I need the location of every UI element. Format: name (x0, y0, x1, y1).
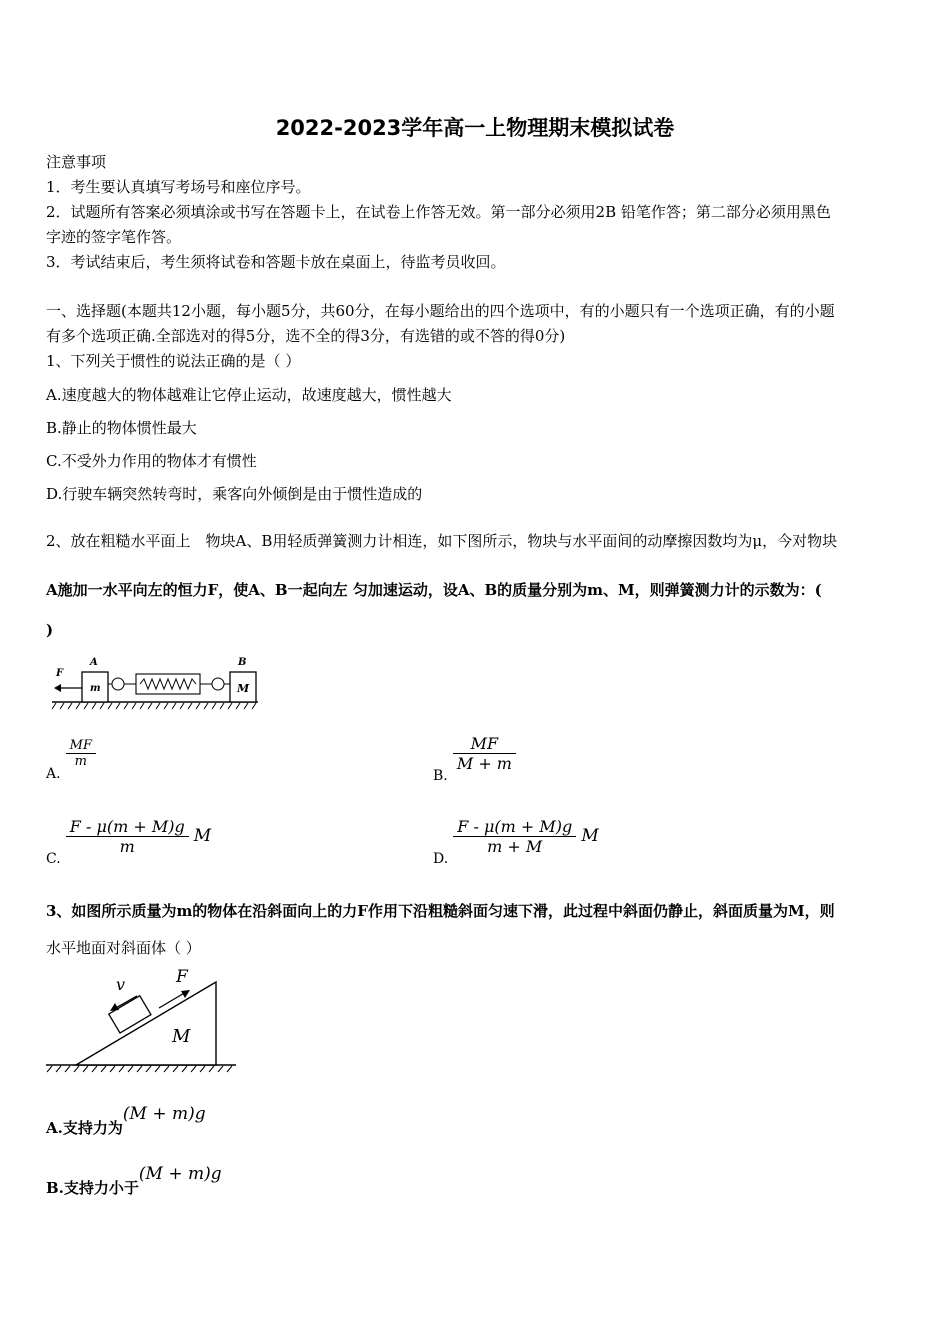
fraction-numerator: MF (66, 738, 96, 754)
q3-option-a (46, 1104, 206, 1138)
q3-option-a-text: A.支持力为 (46, 1119, 123, 1137)
q1-option-b: B.静止的物体惯性最大 (46, 419, 197, 437)
block-a-label: A (90, 657, 98, 668)
q3-stem-1: 3、如图所示质量为m的物体在沿斜面向上的力F作用下沿粗糙斜面匀速下滑，此过程中斜面仍静止，斜面质量为M，则 (46, 902, 835, 920)
q3-figure-incline (44, 962, 244, 1074)
q2-option-d-tail: M (581, 826, 599, 846)
q2-option-c-label: C. (46, 851, 61, 867)
fraction-numerator: F - μ(m + M)g (453, 817, 576, 837)
page-title: 2022-2023学年高一上物理期末模拟试卷 (275, 116, 675, 140)
q3-option-a-math: (M + m)g (122, 1104, 206, 1124)
notice-item-2: 2．试题所有答案必须填涂或书写在答题卡上，在试卷上作答无效。第一部分必须用2B 铅笔作答；第二部分必须用黑色 (46, 203, 831, 221)
fraction-denominator: m (119, 837, 135, 856)
q2-option-c-tail: M (193, 826, 212, 846)
q1-option-d: D.行驶车辆突然转弯时，乘客向外倾倒是由于惯性造成的 (46, 485, 423, 503)
q2-option-d-label: D. (433, 851, 449, 867)
fraction-numerator: F - μ(m + M)g (66, 817, 189, 837)
q1-stem: 1、下列关于惯性的说法正确的是（ ） (46, 352, 301, 370)
fraction-denominator: m (74, 754, 87, 769)
q2-option-c (46, 817, 211, 867)
fraction-denominator: M + m (456, 754, 512, 773)
q2-stem-1: 2、放在粗糙水平面上 物块A、B用轻质弹簧测力计相连，如下图所示，物块与水平面间的动摩擦因数均为μ，今对物块 (46, 532, 838, 550)
block-b-mass: M (237, 682, 250, 695)
wedge-mass-label: M (172, 1026, 191, 1047)
q1-option-c: C.不受外力作用的物体才有惯性 (46, 452, 257, 470)
q2-stem-2: A施加一水平向左的恒力F，使A、B一起向左 匀加速运动，设A、B的质量分别为m、M，则弹簧测力计的示数为：( (46, 581, 822, 599)
q1-option-a: A.速度越大的物体越难让它停止运动，故速度越大，惯性越大 (46, 386, 452, 404)
q2-option-c-fraction (66, 817, 189, 856)
q3-option-b (46, 1164, 222, 1198)
q2-option-a-label: A. (46, 766, 61, 782)
fraction-denominator: m + M (487, 837, 543, 856)
section-instructions-1: 一、选择题(本题共12小题，每小题5分，共60分，在每小题给出的四个选项中，有的小题只有一个选项正确，有的小题 (46, 302, 835, 320)
incline-wedge (76, 982, 216, 1065)
notice-item-3: 3．考试结束后，考生须将试卷和答题卡放在桌面上，待监考员收回。 (46, 253, 506, 271)
q2-option-a (46, 738, 96, 782)
notice-item-2-cont: 字迹的签字笔作答。 (46, 228, 182, 246)
force-label: F (56, 668, 64, 679)
q2-option-d (433, 817, 599, 867)
fraction-numerator: MF (453, 734, 516, 754)
velocity-label: v (116, 975, 126, 994)
q2-option-a-fraction (66, 738, 96, 769)
q2-stem-3: ) (46, 621, 54, 639)
q2-figure-spring-blocks (46, 652, 266, 712)
q2-option-b-label: B. (433, 768, 448, 784)
q3-option-b-text: B.支持力小于 (46, 1179, 139, 1197)
notice-item-1: 1．考生要认真填写考场号和座位序号。 (46, 178, 311, 196)
q3-option-b-math: (M + m)g (138, 1164, 222, 1184)
block-b-label: B (238, 657, 247, 668)
q3-stem-2: 水平地面对斜面体（ ） (46, 939, 201, 957)
notice-heading: 注意事项 (46, 153, 107, 171)
q2-option-d-fraction (453, 817, 576, 856)
force-label: F (176, 967, 188, 987)
q2-option-b (433, 734, 516, 784)
block-a-mass: m (90, 683, 101, 694)
q2-option-b-fraction (453, 734, 516, 773)
section-instructions-2: 有多个选项正确.全部选对的得5分，选不全的得3分，有选错的或不答的得0分) (46, 327, 566, 345)
